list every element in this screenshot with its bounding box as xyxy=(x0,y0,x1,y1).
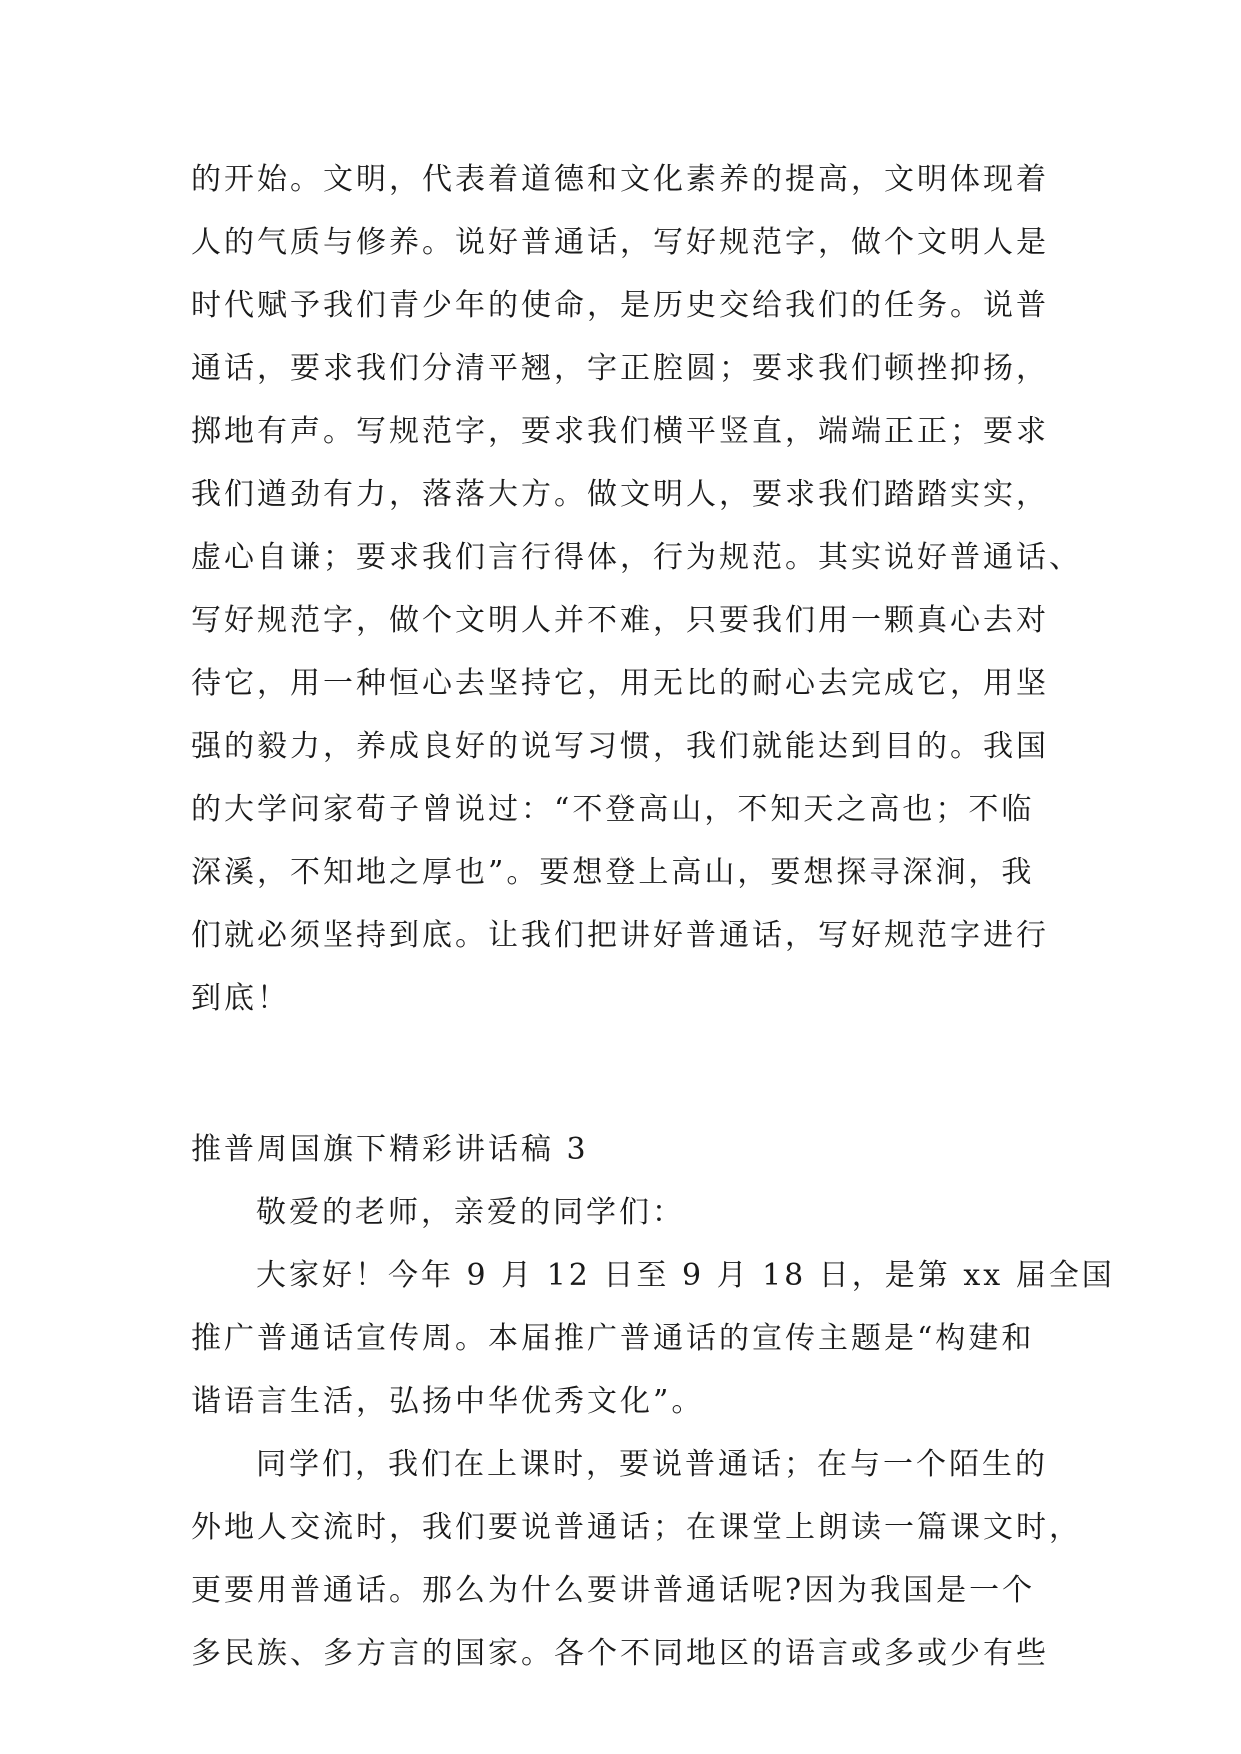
paragraph-line: 多民族、多方言的国家。各个不同地区的语言或多或少有些 xyxy=(191,1636,1049,1671)
paragraph-line: 大家好！今年 9 月 12 日至 9 月 18 日，是第 xx 届全国 xyxy=(256,1258,1115,1293)
paragraph-line: 们就必须坚持到底。让我们把讲好普通话，写好规范字进行 xyxy=(191,918,1049,953)
paragraph-line: 强的毅力，养成良好的说写习惯，我们就能达到目的。我国 xyxy=(191,729,1049,764)
paragraph-line: 写好规范字，做个文明人并不难，只要我们用一颗真心去对 xyxy=(191,603,1049,638)
paragraph-line: 推广普通话宣传周。本届推广普通话的宣传主题是“构建和 xyxy=(191,1321,1035,1356)
salutation: 敬爱的老师，亲爱的同学们： xyxy=(256,1195,685,1230)
paragraph-line: 人的气质与修养。说好普通话，写好规范字，做个文明人是 xyxy=(191,225,1049,260)
paragraph-line: 掷地有声。写规范字，要求我们横平竖直，端端正正；要求 xyxy=(191,414,1049,449)
paragraph-line: 谐语言生活，弘扬中华优秀文化”。 xyxy=(191,1384,705,1419)
paragraph-line: 外地人交流时，我们要说普通话；在课堂上朗读一篇课文时， xyxy=(191,1510,1082,1545)
paragraph-line: 同学们，我们在上课时，要说普通话；在与一个陌生的 xyxy=(256,1447,1048,1482)
paragraph-line: 到底！ xyxy=(191,981,290,1016)
paragraph-line: 深溪，不知地之厚也”。要想登上高山，要想探寻深涧，我 xyxy=(191,855,1035,890)
paragraph-line: 通话，要求我们分清平翘，字正腔圆；要求我们顿挫抑扬， xyxy=(191,351,1049,386)
paragraph-line: 待它，用一种恒心去坚持它，用无比的耐心去完成它，用坚 xyxy=(191,666,1049,701)
paragraph-line: 虚心自谦；要求我们言行得体，行为规范。其实说好普通话、 xyxy=(191,540,1082,575)
paragraph-line: 的开始。文明，代表着道德和文化素养的提高，文明体现着 xyxy=(191,162,1049,197)
section-title: 推普周国旗下精彩讲话稿 3 xyxy=(191,1132,589,1167)
paragraph-line: 我们遒劲有力，落落大方。做文明人，要求我们踏踏实实， xyxy=(191,477,1049,512)
paragraph-line: 更要用普通话。那么为什么要讲普通话呢?因为我国是一个 xyxy=(191,1573,1036,1608)
paragraph-line: 时代赋予我们青少年的使命，是历史交给我们的任务。说普 xyxy=(191,288,1049,323)
paragraph-line: 的大学问家荀子曾说过：“不登高山，不知天之高也；不临 xyxy=(191,792,1035,827)
